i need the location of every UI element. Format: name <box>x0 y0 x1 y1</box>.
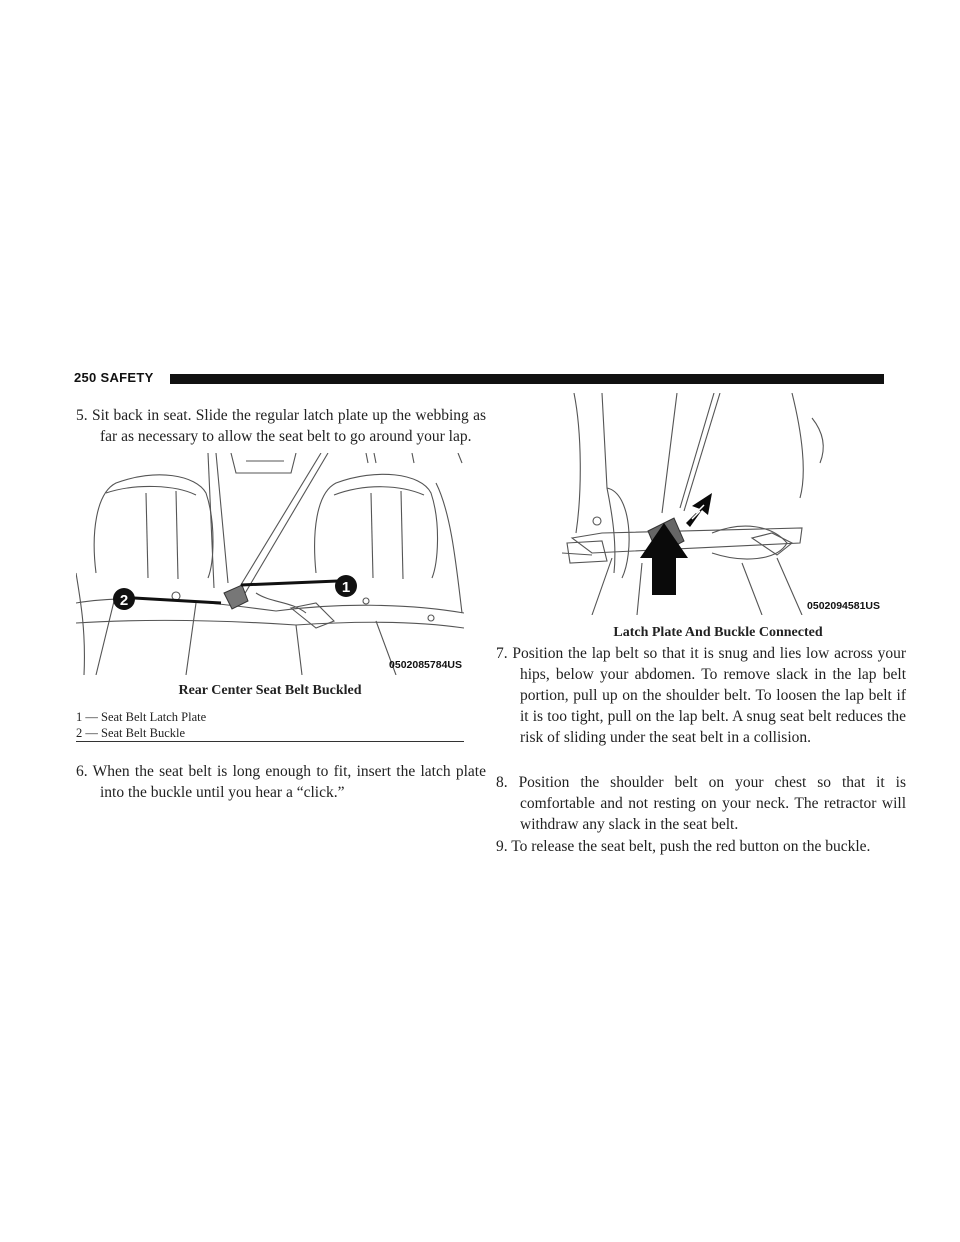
step-5-number: 5. <box>76 407 88 424</box>
step-7-text: Position the lap belt so that it is snug and lies low across your hips, below your abdomen. To remove slack in the lap belt portion, pull up on the shoulder belt. To loosen the lap belt if it is too tight, pull on the lap belt. A snug seat belt reduces the risk of sliding under the seat belt in a collision. <box>512 645 906 746</box>
callout-2-badge <box>113 588 135 610</box>
legend-item-2: 2 — Seat Belt Buckle <box>76 726 186 740</box>
step-6 <box>76 761 486 803</box>
page-header <box>74 372 884 386</box>
figure-2-caption: Latch Plate And Buckle Connected <box>613 625 823 640</box>
section-title: SAFETY <box>100 370 154 385</box>
callout-2-label: 2 <box>119 592 129 609</box>
step-9-text: To release the seat belt, push the red button on the buckle. <box>511 838 871 855</box>
figure-1-code: 0502085784US <box>389 659 462 671</box>
step-7-number: 7. <box>496 645 508 662</box>
figure-1-rule <box>76 741 464 742</box>
step-6-text: When the seat belt is long enough to fit, insert the latch plate into the buckle until you hear a “click.” <box>92 763 486 801</box>
legend-item-1: 1 — Seat Belt Latch Plate <box>76 710 207 724</box>
header-rule <box>170 374 884 384</box>
step-5-text: Sit back in seat. Slide the regular latch plate up the webbing as far as necessary to allow the seat belt to go around your lap. <box>91 407 486 445</box>
step-9 <box>496 836 906 857</box>
step-8 <box>496 772 906 835</box>
step-7 <box>496 643 906 748</box>
rear-seat-illustration <box>76 453 464 675</box>
callout-1-badge <box>335 575 357 597</box>
page-number: 250 <box>74 370 97 385</box>
callout-line-2 <box>134 598 221 603</box>
figure-1-caption: Rear Center Seat Belt Buckled <box>178 683 362 698</box>
callout-line-1 <box>241 581 338 585</box>
header-label <box>74 370 154 385</box>
step-6-number: 6. <box>76 763 88 780</box>
step-8-number: 8. <box>496 774 508 791</box>
figure-latch-plate-buckle <box>562 393 882 615</box>
step-9-number: 9. <box>496 838 508 855</box>
step-5 <box>76 405 486 447</box>
insert-arrow-icon <box>686 493 712 527</box>
figure-rear-center-seat-belt <box>76 453 464 675</box>
callout-1-label: 1 <box>341 579 351 596</box>
step-8-text: Position the shoulder belt on your chest so that it is comfortable and not resting on your neck. The retractor will withdraw any slack in the seat belt. <box>518 774 906 833</box>
figure-1-legend <box>76 709 464 741</box>
figure-2-code: 0502094581US <box>807 600 880 612</box>
latch-buckle-illustration <box>562 393 882 615</box>
